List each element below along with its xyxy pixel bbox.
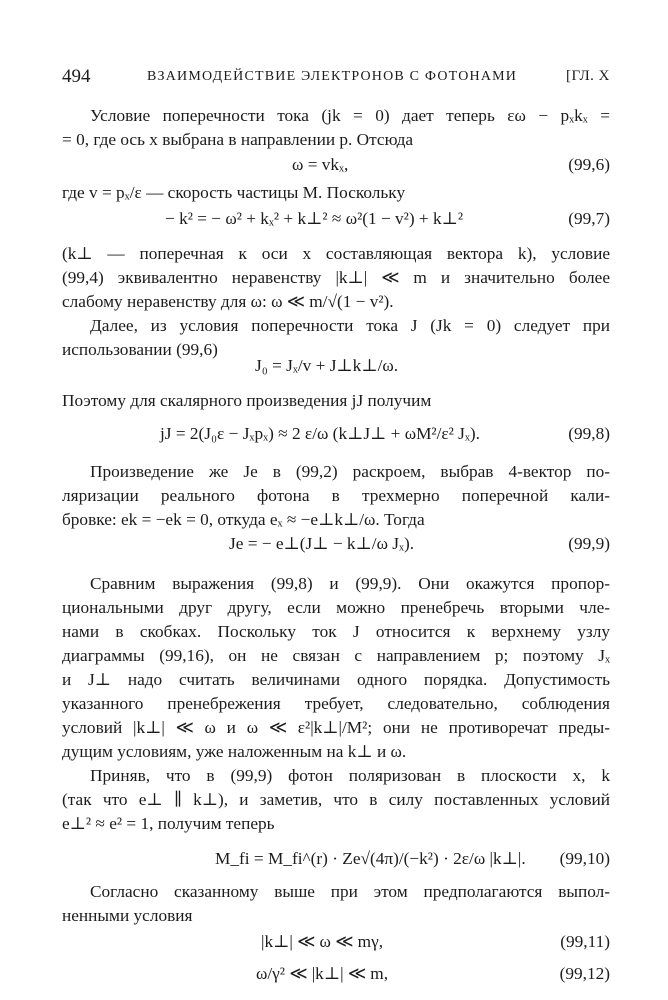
text-line: циональными друг другу, если можно пренебречь вторыми чле- [62, 598, 610, 617]
text-line: (так что e⊥ ∥ k⊥), и заметив, что в силу поставленных условий [62, 790, 610, 809]
equation: J₀ = Jₓ/v + J⊥k⊥/ω. [255, 356, 399, 375]
equation: M_fi = M_fi^(r) · Ze√(4π)/(−k²) · 2ε/ω |k⊥|. [215, 849, 526, 868]
page-number: 494 [62, 66, 91, 87]
text-line: Поэтому для скалярного произведения jJ получим [62, 391, 432, 410]
text-line: Условие поперечности тока (jk = 0) дает теперь εω − pₓkₓ = [90, 106, 610, 125]
running-title: ВЗАИМОДЕЙСТВИЕ ЭЛЕКТРОНОВ С ФОТОНАМИ [147, 69, 518, 84]
text-line: диаграммы (99,16), он не связан с направлением p; поэтому Jₓ [62, 646, 610, 665]
equation: jJ = 2(J₀ε − Jₓpₓ) ≈ 2 ε/ω (k⊥J⊥ + ωM²/ε² Jₓ). [160, 424, 480, 443]
text-line: = 0, где ось x выбрана в направлении p. Отсюда [62, 130, 414, 149]
text-line: указанного пренебрежения требует, следовательно, соблюдения [62, 694, 610, 713]
text-line: Далее, из условия поперечности тока J (Jk = 0) следует при [90, 316, 610, 335]
equation: Je = − e⊥(J⊥ − k⊥/ω Jₓ). [229, 534, 415, 553]
text-line: использовании (99,6) [62, 340, 218, 359]
text-line: ненными условия [62, 906, 193, 925]
equation-number: (99,8) [568, 424, 610, 443]
running-header [62, 66, 610, 90]
chapter-marker: [ГЛ. X [565, 68, 610, 84]
text-line: e⊥² ≈ e² = 1, получим теперь [62, 814, 275, 833]
text-line: (k⊥ — поперечная к оси x составляющая вектора k), условие [62, 244, 610, 263]
text-line: условий |k⊥| ≪ ω и ω ≪ ε²|k⊥|/M²; они не противоречат преды- [62, 718, 610, 737]
text-line: слабому неравенству для ω: ω ≪ m/√(1 − v²). [62, 292, 394, 311]
text-line: и J⊥ надо считать величинами одного порядка. Допустимость [62, 670, 610, 689]
text-line: где v = pₓ/ε — скорость частицы M. Поскольку [62, 183, 406, 202]
text-line: Сравним выражения (99,8) и (99,9). Они окажутся пропор- [90, 574, 610, 593]
equation-number: (99,7) [568, 209, 610, 228]
text-line: ляризации реального фотона в трехмерно поперечной кали- [62, 486, 610, 505]
text-line: Согласно сказанному выше при этом предполагаются выпол- [90, 882, 610, 901]
equation: ω = vkₓ, [292, 155, 349, 174]
equation-number: (99,10) [559, 849, 610, 868]
equation: − k² = − ω² + kₓ² + k⊥² ≈ ω²(1 − v²) + k⊥² [165, 209, 464, 228]
text-line: Произведение же Je в (99,2) раскроем, выбрав 4-вектор по- [90, 462, 610, 481]
text-line: дущим условиям, уже наложенным на k⊥ и ω. [62, 742, 407, 761]
text-line: бровке: ek = −ek = 0, откуда eₓ ≈ −e⊥k⊥/ω. Тогда [62, 510, 425, 529]
equation-number: (99,6) [568, 155, 610, 174]
equation: ω/γ² ≪ |k⊥| ≪ m, [256, 964, 389, 983]
text-line: (99,4) эквивалентно неравенству |k⊥| ≪ m и значительно более [62, 268, 610, 287]
equation-number: (99,12) [559, 964, 610, 983]
equation-number: (99,11) [560, 932, 610, 951]
equation-number: (99,9) [568, 534, 610, 553]
text-line: Приняв, что в (99,9) фотон поляризован в плоскости x, k [90, 766, 610, 785]
text-line: нами в скобках. Поскольку ток J относится к верхнему узлу [62, 622, 610, 641]
equation: |k⊥| ≪ ω ≪ mγ, [261, 932, 384, 951]
